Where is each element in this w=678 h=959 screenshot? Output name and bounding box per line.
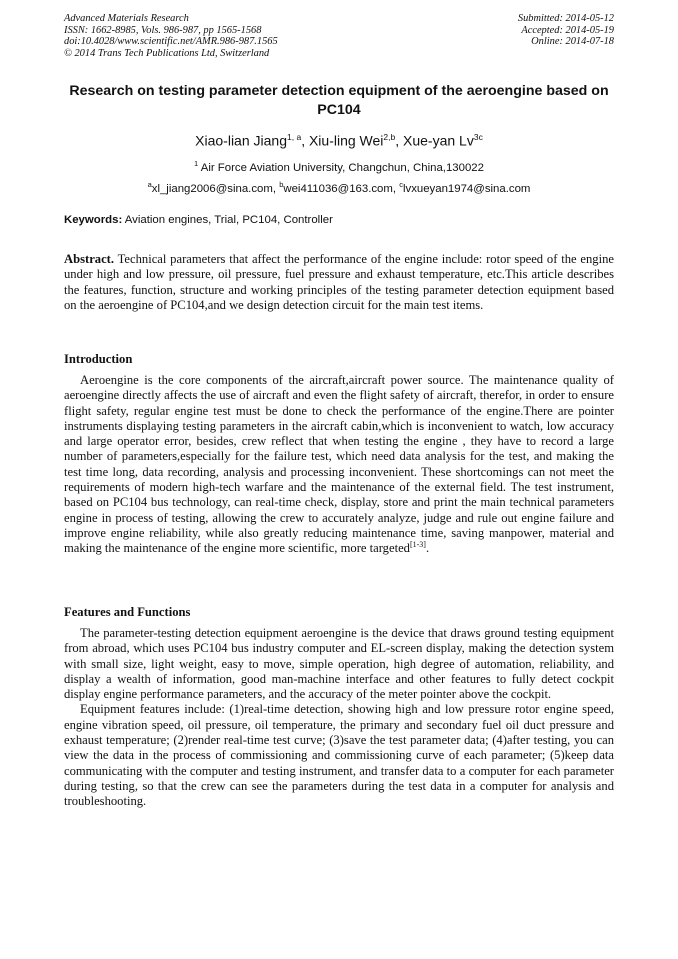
email-superscript: b	[279, 180, 284, 189]
email-link[interactable]: xl_jiang2006@sina.com,	[151, 182, 280, 195]
author-separator: ,	[395, 132, 404, 149]
accepted-date: Accepted: 2014-05-19	[521, 24, 614, 36]
doi-line[interactable]: doi:10.4028/www.scientific.net/AMR.986-987.1565	[64, 36, 278, 48]
copyright-line: © 2014 Trans Tech Publications Ltd, Switzerland	[64, 47, 270, 59]
paragraph: The parameter-testing detection equipment aeroengine is the device that draws ground testing equipment from abroad, which uses PC104 bus industry computer and EL-screen display, making the detection system with small size, light weight, easy to move, simple operation, high degree of automation, reliability, and display a wealth of information, good man-machine interface and other features to fully detect cockpit display engine performance parameters, and the accuracy of the meter pointer above the cockpit.	[64, 626, 614, 702]
paragraph	[64, 373, 614, 557]
email-link[interactable]: wei411036@163.com,	[283, 182, 400, 195]
affiliation	[64, 156, 614, 176]
paragraph: Equipment features include: (1)real-time detection, showing high and low pressure rotor engine speed, engine vibration speed, oil pressure, oil temperature, the primary and secondary fuel oil duct pressure and exhaust temperature; (2)render real-time test curve; (3)save the test parameter data; (4)after testing, you can view the data in the process of commissioning and commissioning curve of each parameter; (5)keep data communicating with the computer and testing instrument, and transfer data to a computer for each parameter during testing, so that the crew can see the parameters during the test data in a computer for analysis and troubleshooting.	[64, 702, 614, 809]
author-superscript: 3c	[473, 132, 483, 142]
keywords-text: Aviation engines, Trial, PC104, Controller	[122, 214, 333, 226]
issn-line: ISSN: 1662-8985, Vols. 986-987, pp 1565-1568	[64, 24, 262, 36]
email-link[interactable]: lvxueyan1974@sina.com	[402, 182, 531, 195]
author-name: Xue-yan Lv	[403, 132, 474, 149]
features-body	[64, 626, 614, 810]
affiliation-superscript: 1	[194, 159, 199, 168]
paper-title: Research on testing parameter detection equipment of the aeroengine based on PC104	[69, 83, 609, 118]
email-superscript: a	[147, 180, 152, 189]
section-heading-introduction: Introduction	[64, 352, 133, 366]
affiliation-text: Air Force Aviation University, Changchun, China,130022	[198, 161, 484, 174]
paragraph-end: .	[425, 541, 430, 556]
abstract-label: Abstract.	[64, 252, 115, 266]
online-date: Online: 2014-07-18	[531, 36, 614, 48]
email-list	[64, 177, 614, 197]
author-name: Xiu-ling Wei	[308, 132, 384, 149]
author-separator: ,	[301, 132, 309, 149]
submitted-date: Submitted: 2014-05-12	[517, 13, 614, 24]
author-superscript: 2,b	[383, 132, 396, 142]
publication-dates	[518, 13, 614, 48]
introduction-body	[64, 373, 614, 557]
journal-name: Advanced Materials Research	[64, 13, 189, 24]
email-superscript: c	[399, 180, 403, 189]
abstract	[64, 252, 614, 313]
author-list	[64, 128, 614, 150]
author-superscript: 1, a	[287, 132, 302, 142]
keywords	[64, 213, 614, 228]
paragraph-text: Aeroengine is the core components of the aircraft,aircraft power source. The maintenance quality of aeroengine directly affects the use of aircraft and even the flight safety of aircraft, therefor, in order to ensure flight safety, regular engine test must be done to check the performance of the engine.There are pointer instruments displaying testing parameters in the aircraft cabin,which is inconvenient to watch, low accuracy and large operator error, besides, crew reflect that when testing the engine , they have to record a large number of parameters,especially for the failure test, which need data analysis for the test, and making the test time long, data recording, analysis and processing inconvenient. These shortcomings can not meet the requirements of modern high-tech warfare and the maintenance of the external field. The test instrument, based on PC104 bus technology, can real-time check, display, store and print the main technical parameters engine in process of testing, allowing the crew to accurately analyze, judge and rule out engine failure and improve engine reliability, while also greatly reducing maintenance time, saving manpower, material and making the maintenance of the engine more scientific, more targeted	[64, 373, 614, 556]
keywords-label: Keywords:	[64, 214, 123, 226]
author-name: Xiao-lian Jiang	[195, 132, 287, 149]
journal-info	[64, 13, 278, 59]
abstract-text: Technical parameters that affect the performance of the engine include: rotor speed of the engine under high and low pressure, oil pressure, fuel pressure and exhaust temperature, etc.This article describes the features, function, structure and working principles of the testing parameter detection equipment based on the aeroengine of PC104,and we design detection circuit for the main test items.	[64, 252, 614, 312]
section-heading-features: Features and Functions	[64, 605, 191, 619]
citation[interactable]: [1-3]	[409, 540, 426, 550]
